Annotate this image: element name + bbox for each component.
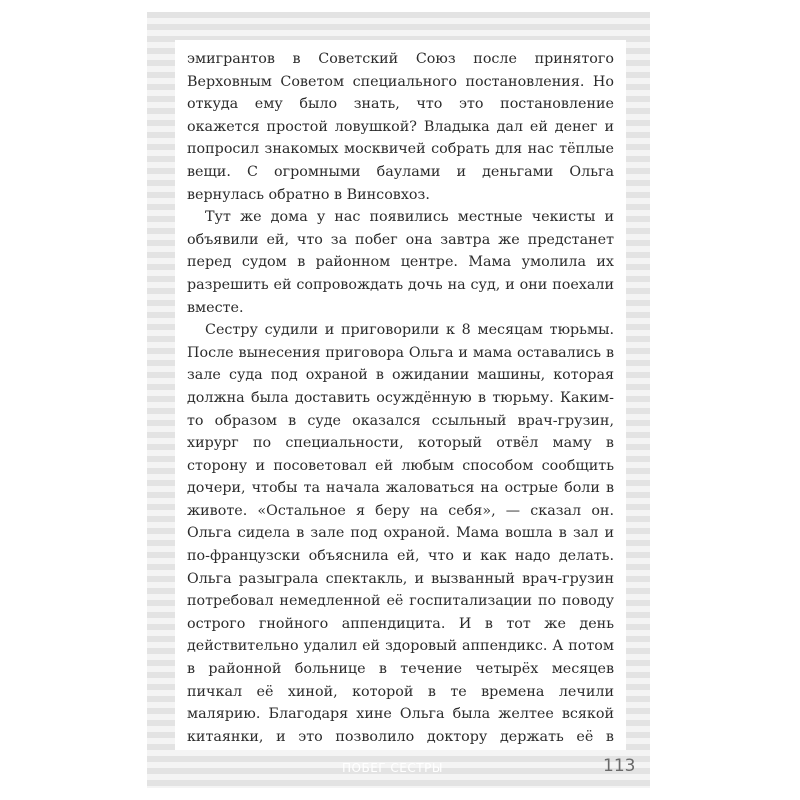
page-number: 113 bbox=[603, 756, 636, 776]
page-text bbox=[187, 48, 614, 750]
paragraph-2: Тут же дома у нас появились местные чекисты и объявили ей, что за побег она завтра же предстанет перед судом в районном центре. Мама умолила их разрешить ей сопровождать дочь на суд, и они поехали вместе. bbox=[187, 209, 614, 316]
paragraph-1: эмигрантов в Советский Союз после принятого Верховным Советом специального постановления. Но откуда ему было знать, что это постановление окажется простой ловушкой? Владыка дал ей денег и попросил знакомых москвичей собрать для нас тёплые вещи. С огромными баулами и деньгами Ольга вернулась обратно в Винсовхоз. bbox=[187, 51, 614, 203]
paragraph-3: Сестру судили и приговорили к 8 месяцам тюрьмы. После вынесения приговора Ольга и мама оставались в зале суда под охраной в ожидании машины, которая должна была доставить осуждённую в тюрьму. Каким-то образом в суде оказался ссыльный врач-грузин, хирург по специальности, который отвёл маму в сторону и посоветовал ей любым способом сообщить дочери, чтобы та начала жаловаться на острые боли в животе. «Остальное я беру на себя», — сказал он. Ольга сидела в зале под охраной. Мама вошла в зал и по-французски объяснила ей, что и как надо делать. Ольга разыграла спектакль, и вызванный врач-грузин потребовал немедленной её госпитализации по поводу острого гнойного аппендицита. И в тот же день действительно удалил ей здоровый аппендикс. А потом в районной больнице в течение четырёх месяцев пичкал её хиной, которой в те времена лечили малярию. Благодаря хине Ольга была желтее всякой китаянки, и это позволило доктору держать её в bbox=[187, 322, 614, 745]
running-title: ПОБЕГ СЕСТРЫ bbox=[342, 761, 443, 775]
text-area bbox=[175, 40, 626, 750]
book-page bbox=[147, 12, 650, 788]
